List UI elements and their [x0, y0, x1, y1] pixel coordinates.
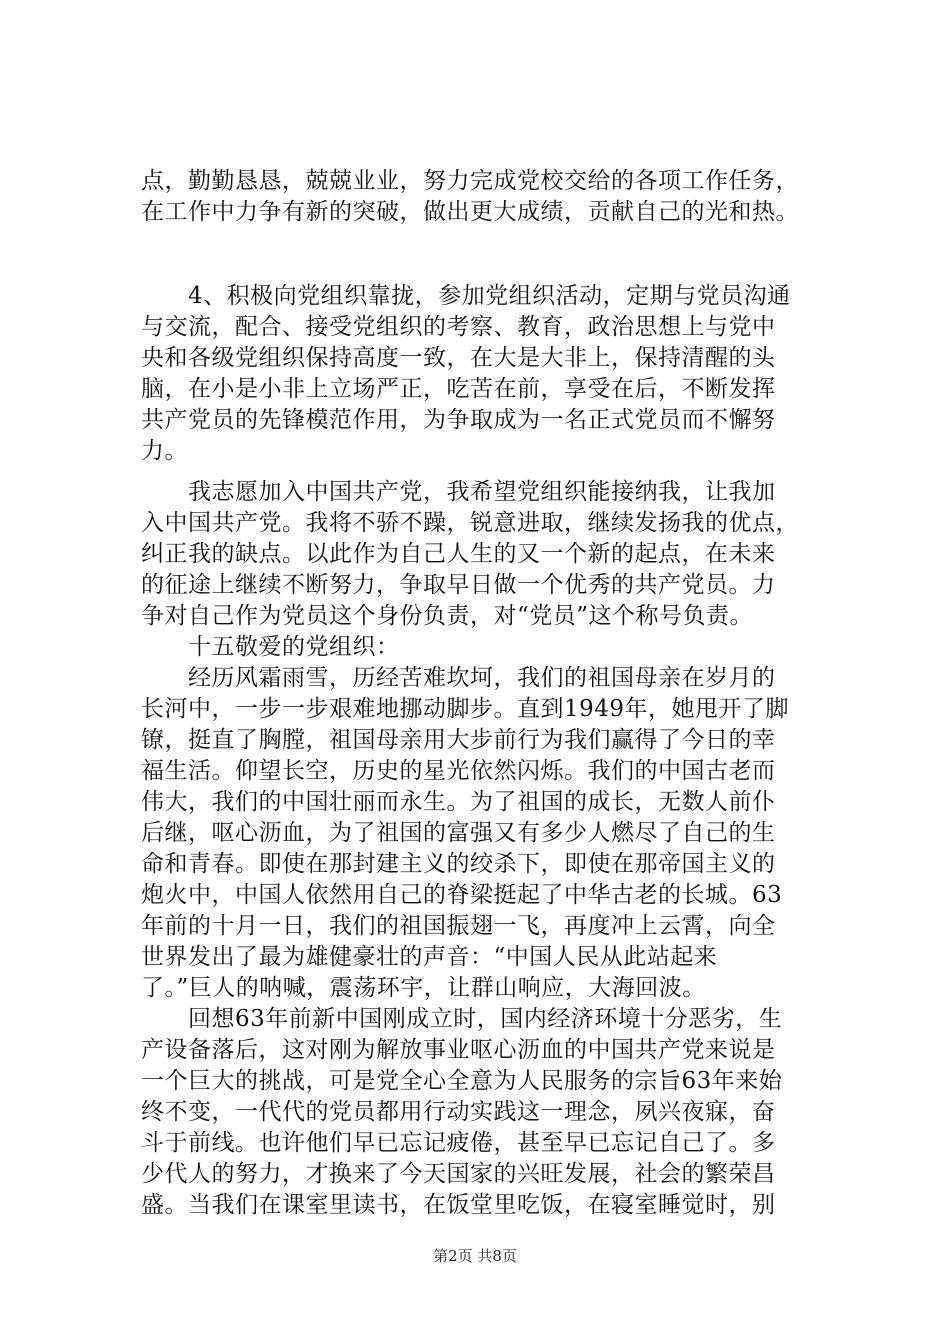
text-line: 回想63年前新中国刚成立时，国内经济环境十分恶劣，生 — [141, 1006, 783, 1032]
text-line: 镣，挺直了胸膛，祖国母亲用大步前行为我们赢得了今日的幸 — [141, 727, 776, 753]
text-line: 斗于前线。也许他们早已忘记疲倦，甚至早已忘记自己了。多 — [141, 1130, 776, 1156]
text-line: 纠正我的缺点。以此作为自己人生的又一个新的起点，在未来 — [141, 541, 776, 567]
text-line: 伟大，我们的中国壮丽而永生。为了祖国的成长，无数人前仆 — [141, 789, 776, 815]
text-line: 终不变，一代代的党员都用行动实践这一理念，夙兴夜寐，奋 — [141, 1099, 776, 1125]
text-line: 争对自己作为党员这个身份负责，对“党员”这个称号负责。 — [141, 603, 754, 629]
text-line: 4、积极向党组织靠拢，参加党组织活动，定期与党员沟通 — [141, 283, 791, 309]
text-line: 与交流，配合、接受党组织的考察、教育，政治思想上与党中 — [141, 314, 776, 340]
text-line: 福生活。仰望长空，历史的星光依然闪烁。我们的中国古老而 — [141, 758, 776, 784]
text-line: 我志愿加入中国共产党，我希望党组织能接纳我，让我加 — [141, 479, 776, 505]
text-line: 点，勤勤恳恳，兢兢业业，努力完成党校交给的各项工作任务， — [141, 168, 799, 194]
text-line: 年前的十月一日，我们的祖国振翅一飞，再度冲上云霄，向全 — [141, 913, 776, 939]
text-line: 盛。当我们在课室里读书，在饭堂里吃饭，在寝室睡觉时，别 — [141, 1192, 776, 1218]
text-line: 世界发出了最为雄健豪壮的声音：“中国人民从此站起来 — [141, 944, 718, 970]
text-line: 入中国共产党。我将不骄不躁，锐意进取，继续发扬我的优点， — [141, 510, 799, 536]
text-line: 炮火中，中国人依然用自己的脊梁挺起了中华古老的长城。63 — [141, 882, 783, 908]
text-line: 力。 — [141, 438, 188, 464]
text-line: 共产党员的先锋模范作用，为争取成为一名正式党员而不懈努 — [141, 407, 776, 433]
text-line: 央和各级党组织保持高度一致，在大是大非上，保持清醒的头 — [141, 345, 776, 371]
text-line: 命和青春。即使在那封建主义的绞杀下，即使在那帝国主义的 — [141, 851, 776, 877]
text-line: 长河中，一步一步艰难地挪动脚步。直到1949年，她甩开了脚 — [141, 696, 790, 722]
paragraph-continuation — [141, 166, 851, 228]
text-line: 少代人的努力，才换来了今天国家的兴旺发展，社会的繁荣昌 — [141, 1161, 776, 1187]
page-number-footer: 第2页 共8页 — [433, 1247, 517, 1265]
text-line: 在工作中力争有新的突破，做出更大成绩，贡献自己的光和热。 — [141, 199, 799, 225]
text-line: 了。”巨人的呐喊，震荡环宇，让群山响应，大海回波。 — [141, 975, 706, 1001]
document-body — [141, 166, 851, 1283]
text-line: 的征途上继续不断努力，争取早日做一个优秀的共产党员。力 — [141, 572, 776, 598]
text-line: 后继，呕心沥血，为了祖国的富强又有多少人燃尽了自己的生 — [141, 820, 776, 846]
text-line: 产设备落后，这对刚为解放事业呕心沥血的中国共产党来说是 — [141, 1037, 776, 1063]
text-line: 十五敬爱的党组织： — [141, 634, 400, 660]
paragraph-item-4 — [141, 281, 851, 467]
text-line: 经历风霜雨雪，历经苦难坎坷，我们的祖国母亲在岁月的 — [141, 665, 776, 691]
text-line: 一个巨大的挑战，可是党全心全意为人民服务的宗旨63年来始 — [141, 1068, 783, 1094]
text-line: 脑，在小是小非上立场严正，吃苦在前，享受在后，不断发挥 — [141, 376, 776, 402]
paragraph-main — [141, 477, 851, 1283]
